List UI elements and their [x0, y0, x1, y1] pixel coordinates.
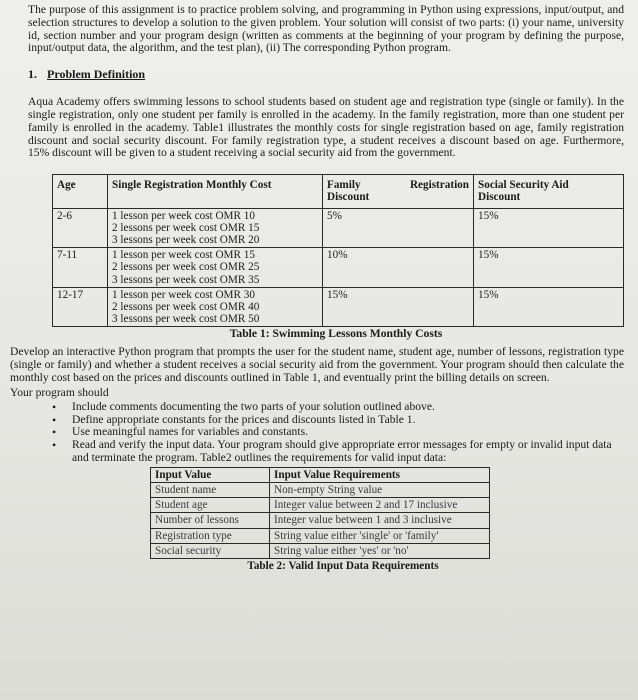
row-age: 2-6 — [53, 208, 108, 248]
cost-line: 3 lessons per week cost OMR 20 — [112, 233, 260, 246]
header-discount-word: Discount — [327, 191, 370, 204]
develop-paragraph: Develop an interactive Python program that prompts the user for the student name, student age, number of lessons, registration type (single or family) and whether a student receives a social security aid from the government. Your program should then calculate the monthly cost based on the prices and discounts outlined in Table 1, and eventually print the billing details on screen. — [10, 345, 624, 384]
table-row — [151, 482, 490, 497]
input-name-cell: Number of lessons — [151, 513, 270, 528]
intro-paragraph: The purpose of this assignment is to practice problem solving, and programming in Python using expressions, input/output, and selection structures to develop a solution to the given problem. Your solution will consist of two parts: (i) your name, university id, section number and your program design (written as comments at the beginning of your program by defining the purpose, input/output data, the algorithm, and the test plan), (ii) The corresponding Python program. — [28, 3, 624, 55]
list-item: • Use meaningful names for variables and constants. — [52, 426, 624, 439]
table-row — [53, 287, 624, 327]
row-social-discount: 15% — [474, 248, 624, 288]
header-age: Age — [53, 175, 108, 208]
header-social-discount — [474, 175, 624, 208]
section-heading — [28, 67, 624, 82]
input-req-cell: String value either 'yes' or 'no' — [270, 543, 490, 558]
row-family-discount: 15% — [323, 287, 474, 327]
row-family-discount: 10% — [323, 248, 474, 288]
section-title: Problem Definition — [47, 67, 146, 82]
list-item: • Read and verify the input data. Your program should give appropriate error messages for empty or invalid input data and terminate the program. Table2 outlines the requirements for valid input data: — [52, 439, 624, 465]
cost-line: 2 lessons per week cost OMR 25 — [112, 261, 260, 274]
row-costs — [108, 248, 323, 288]
header-social-discount-word: Discount — [478, 191, 521, 204]
cost-line: 3 lessons per week cost OMR 35 — [112, 273, 260, 286]
header-single-cost: Single Registration Monthly Cost — [108, 175, 323, 208]
row-age: 12-17 — [53, 287, 108, 327]
should-label: Your program should — [10, 385, 109, 399]
header-registration-word: Registration — [409, 179, 469, 192]
input-name-cell: Social security — [151, 543, 270, 558]
costs-table-header — [53, 175, 624, 208]
requirements-list — [28, 401, 624, 465]
table-row — [151, 543, 490, 558]
row-costs — [108, 208, 323, 248]
cost-line: 1 lesson per week cost OMR 10 — [112, 209, 255, 222]
cost-line: 3 lessons per week cost OMR 50 — [112, 313, 260, 326]
row-costs — [108, 287, 323, 327]
header-social-title: Social Security Aid — [478, 179, 569, 192]
cost-line: 1 lesson per week cost OMR 30 — [112, 288, 255, 301]
list-item: • Define appropriate constants for the prices and discounts listed in Table 1. — [52, 414, 624, 427]
costs-table — [52, 174, 624, 327]
input-name-cell: Student name — [151, 482, 270, 497]
input-req-cell: String value either 'single' or 'family' — [270, 528, 490, 543]
table-row — [53, 208, 624, 248]
row-age: 7-11 — [53, 248, 108, 288]
table-row — [53, 248, 624, 288]
input-name-cell: Student age — [151, 498, 270, 513]
table2-caption: Table 2: Valid Input Data Requirements — [247, 560, 439, 572]
header-input-requirements: Input Value Requirements — [270, 467, 490, 482]
cost-line: 2 lessons per week cost OMR 40 — [112, 301, 260, 313]
cost-line: 2 lessons per week cost OMR 15 — [112, 221, 260, 234]
input-req-cell: Integer value between 1 and 3 inclusive — [270, 513, 490, 528]
table-row — [151, 513, 490, 528]
row-family-discount: 5% — [323, 208, 474, 248]
input-req-cell: Non-empty String value — [270, 482, 490, 497]
input-name-cell: Registration type — [151, 528, 270, 543]
table1-caption: Table 1: Swimming Lessons Monthly Costs — [229, 327, 443, 341]
header-input-value: Input Value — [151, 467, 270, 482]
cost-line: 1 lesson per week cost OMR 15 — [112, 249, 255, 262]
problem-paragraph: Aqua Academy offers swimming lessons to school students based on student age and registration type (single or family). In the single registration, only one student per family is enrolled in the academy. In the family registration, more than one student per family is enrolled in the academy. Table1 illustrates the monthly costs for single registration based on age, family registration discount and social security discount. For family registration type, a student receives a discount based on age. Furthermore, 15% discount will be given to a student receiving a social security aid from the government. — [28, 95, 624, 160]
table-row — [151, 528, 490, 543]
row-social-discount: 15% — [474, 287, 624, 327]
input-table-header — [151, 467, 490, 482]
input-requirements-table — [150, 467, 490, 559]
section-number: 1. — [28, 67, 37, 82]
header-family-word: Family — [327, 179, 361, 192]
input-req-cell: Integer value between 2 and 17 inclusive — [270, 498, 490, 513]
row-social-discount: 15% — [474, 208, 624, 248]
list-item: • Include comments documenting the two parts of your solution outlined above. — [52, 401, 624, 414]
table-row — [151, 498, 490, 513]
header-family-discount — [323, 175, 474, 208]
